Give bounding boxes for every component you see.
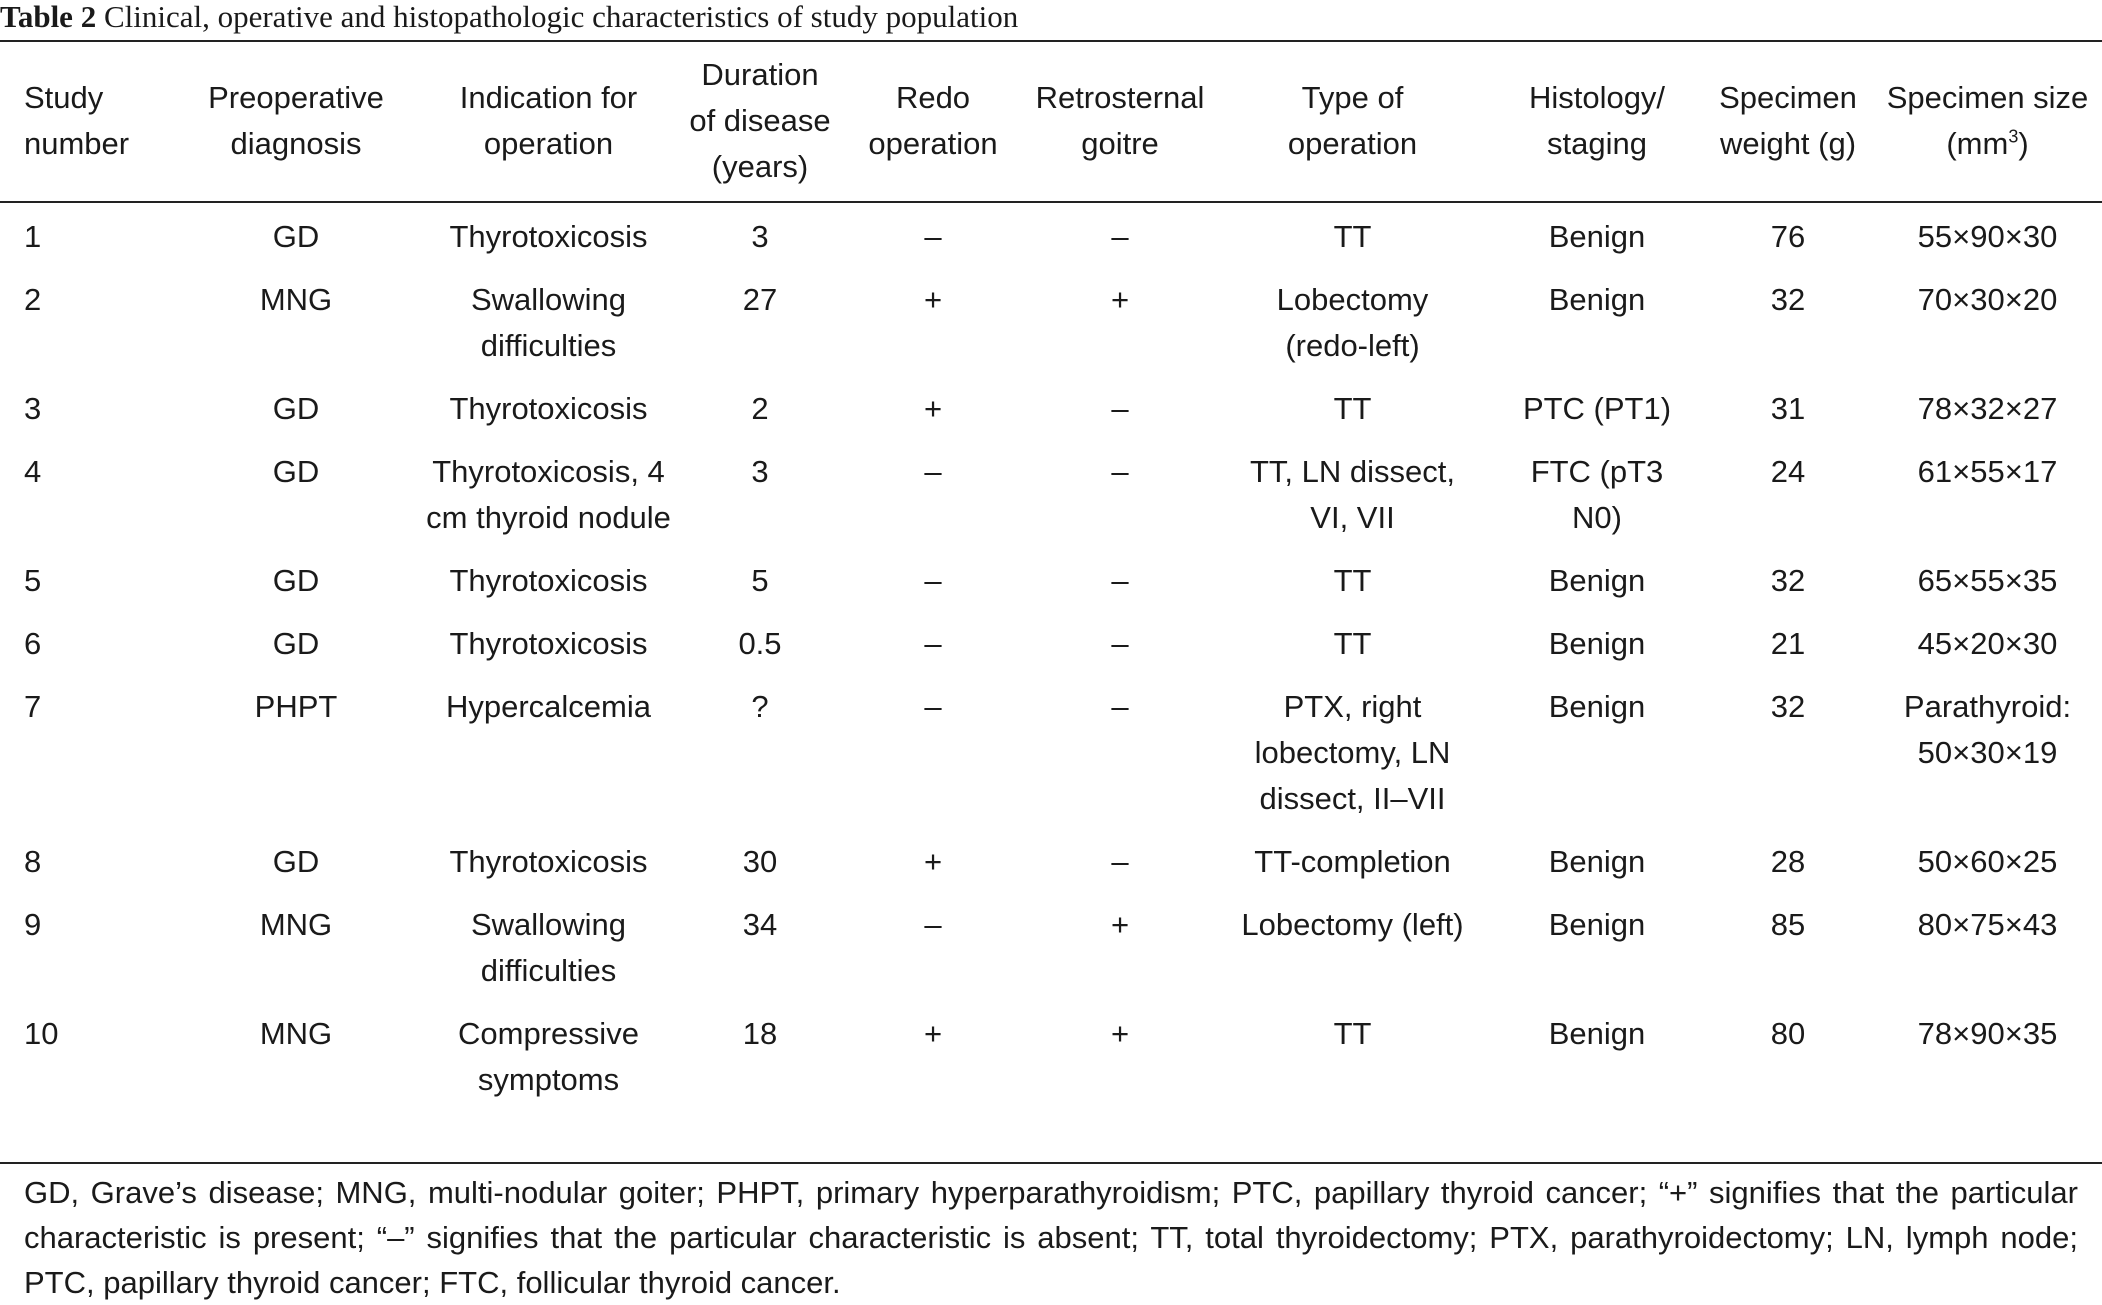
cell-retrosternal-goitre: – [1111,391,1129,426]
cell-duration: 30 [742,844,778,879]
cell-indication: Thyrotoxicosis [449,391,648,426]
cell-retrosternal-goitre: – [1111,689,1129,724]
cell-indication: Thyrotoxicosis [449,219,648,254]
cell-study-number: 6 [24,626,42,661]
header-histology: Histology/ staging [1528,80,1666,161]
cell-study-number: 9 [24,907,42,942]
cell-redo-operation: + [923,391,943,426]
bottom-rule [0,1162,2102,1164]
cell-redo-operation: – [924,907,942,942]
header-preoperative-diagnosis: Preoperative diagnosis [208,80,384,161]
cell-indication: Thyrotoxicosis, 4 cm thyroid nodule [426,454,671,535]
cell-indication: Compressive symptoms [458,1016,639,1097]
header-study-number: Study number [24,80,130,161]
table-row [0,267,2102,376]
header-indication: Indication for operation [459,80,638,161]
cell-indication: Swallowing difficulties [470,907,627,988]
cell-type-of-operation: TT [1333,626,1372,661]
cell-duration: 0.5 [738,626,782,661]
cell-indication: Swallowing difficulties [470,282,627,363]
cell-duration: 2 [751,391,769,426]
cell-preoperative-diagnosis: MNG [259,282,333,317]
cell-specimen-weight: 76 [1770,219,1806,254]
cell-study-number: 3 [24,391,42,426]
cell-study-number: 4 [24,454,42,489]
cell-specimen-size: Parathyroid: 50×30×19 [1903,689,2072,770]
cell-histology: Benign [1548,689,1646,724]
cell-preoperative-diagnosis: GD [272,219,320,254]
cell-type-of-operation: TT [1333,1016,1372,1051]
cell-specimen-weight: 32 [1770,689,1806,724]
cell-specimen-size: 70×30×20 [1917,282,2058,317]
cell-specimen-weight: 31 [1770,391,1806,426]
cell-histology: Benign [1548,282,1646,317]
cell-retrosternal-goitre: – [1111,454,1129,489]
cell-preoperative-diagnosis: PHPT [254,689,338,724]
cell-redo-operation: – [924,454,942,489]
cell-specimen-size: 78×32×27 [1917,391,2058,426]
cell-redo-operation: – [924,219,942,254]
header-type-of-operation: Type of operation [1287,80,1418,161]
cell-type-of-operation: PTX, right lobectomy, LN dissect, II–VII [1254,689,1451,816]
cell-specimen-size: 80×75×43 [1917,907,2058,942]
cell-specimen-size: 55×90×30 [1917,219,2058,254]
cell-retrosternal-goitre: – [1111,219,1129,254]
cell-specimen-size: 45×20×30 [1917,626,2058,661]
cell-type-of-operation: TT-completion [1254,844,1451,879]
table-row [0,611,2102,674]
cell-preoperative-diagnosis: GD [272,563,320,598]
cell-study-number: 8 [24,844,42,879]
cell-indication: Thyrotoxicosis [449,626,648,661]
cell-redo-operation: + [923,282,943,317]
cell-specimen-size: 61×55×17 [1917,454,2058,489]
cell-duration: 18 [742,1016,778,1051]
cell-duration: 3 [751,219,769,254]
cell-retrosternal-goitre: + [1110,1016,1130,1051]
cell-preoperative-diagnosis: MNG [259,907,333,942]
cell-histology: Benign [1548,1016,1646,1051]
cell-study-number: 10 [24,1016,59,1051]
cell-study-number: 7 [24,689,42,724]
cell-preoperative-diagnosis: GD [272,626,320,661]
cell-redo-operation: – [924,626,942,661]
cell-duration: 3 [751,454,769,489]
cell-specimen-size: 50×60×25 [1917,844,2058,879]
table-row [0,200,2102,267]
cell-specimen-size: 78×90×35 [1917,1016,2058,1051]
cell-indication: Thyrotoxicosis [449,844,648,879]
header-row [0,42,2102,200]
cell-study-number: 1 [24,219,42,254]
cell-preoperative-diagnosis: GD [272,454,320,489]
table-row [0,548,2102,611]
cell-preoperative-diagnosis: GD [272,844,320,879]
header-redo-operation: Redo operation [868,80,998,161]
cell-type-of-operation: TT [1333,391,1372,426]
table-row [0,1001,2102,1110]
cell-histology: Benign [1548,844,1646,879]
cell-histology: PTC (PT1) [1522,391,1672,426]
cell-redo-operation: + [923,1016,943,1051]
cell-histology: Benign [1548,563,1646,598]
cell-type-of-operation: Lobectomy (redo-left) [1276,282,1429,363]
table-row [0,892,2102,1001]
header-specimen-weight: Specimen weight (g) [1719,80,1857,161]
table-body [0,200,2102,1110]
cell-specimen-weight: 32 [1770,563,1806,598]
cell-histology: Benign [1548,626,1646,661]
cell-retrosternal-goitre: + [1110,282,1130,317]
cell-specimen-weight: 28 [1770,844,1806,879]
cell-study-number: 5 [24,563,42,598]
cell-retrosternal-goitre: – [1111,626,1129,661]
table-row [0,829,2102,892]
table-title: Clinical, operative and histopathologic characteristics of study population [103,0,1019,34]
cell-study-number: 2 [24,282,42,317]
cell-histology: Benign [1548,907,1646,942]
cell-redo-operation: – [924,563,942,598]
header-specimen-size: Specimen size $(mm^3)$ [1886,80,2089,161]
cell-redo-operation: – [924,689,942,724]
cell-specimen-weight: 80 [1770,1016,1806,1051]
cell-preoperative-diagnosis: GD [272,391,320,426]
table-footnote: GD, Grave’s disease; MNG, multi-nodular goiter; PHPT, primary hyperparathyroidism; PTC, papillary thyroid cancer; “+” signifies that the particular characteristic is present; “–” signifies that the particular characteristic is absent; TT, total thyroidectomy; PTX, parathyroidectomy; LN, lymph node; PTC, papillary thyroid cancer; FTC, follicular thyroid cancer. [24,1175,2078,1300]
cell-type-of-operation: TT [1333,563,1372,598]
cell-indication: Thyrotoxicosis [449,563,648,598]
cell-duration: ? [751,689,769,724]
table-label: Table 2 [0,0,97,34]
cell-redo-operation: + [923,844,943,879]
characteristics-table [0,42,2102,1110]
cell-type-of-operation: TT [1333,219,1372,254]
cell-specimen-weight: 32 [1770,282,1806,317]
table-row [0,674,2102,829]
table-row [0,439,2102,548]
cell-retrosternal-goitre: + [1110,907,1130,942]
cell-specimen-weight: 21 [1770,626,1806,661]
cell-preoperative-diagnosis: MNG [259,1016,333,1051]
cell-specimen-weight: 24 [1770,454,1806,489]
cell-histology: FTC (pT3 N0) [1530,454,1664,535]
cell-duration: 34 [742,907,778,942]
cell-duration: 5 [751,563,769,598]
header-duration: Duration of disease (years) [689,57,831,184]
cell-specimen-weight: 85 [1770,907,1806,942]
cell-type-of-operation: Lobectomy (left) [1241,907,1464,942]
cell-indication: Hypercalcemia [445,689,651,724]
table-row [0,376,2102,439]
cell-type-of-operation: TT, LN dissect, VI, VII [1250,454,1455,535]
table-caption [0,0,1018,40]
header-retrosternal-goitre: Retrosternal goitre [1035,80,1205,161]
cell-duration: 27 [742,282,778,317]
cell-retrosternal-goitre: – [1111,844,1129,879]
cell-retrosternal-goitre: – [1111,563,1129,598]
cell-histology: Benign [1548,219,1646,254]
cell-specimen-size: 65×55×35 [1917,563,2058,598]
